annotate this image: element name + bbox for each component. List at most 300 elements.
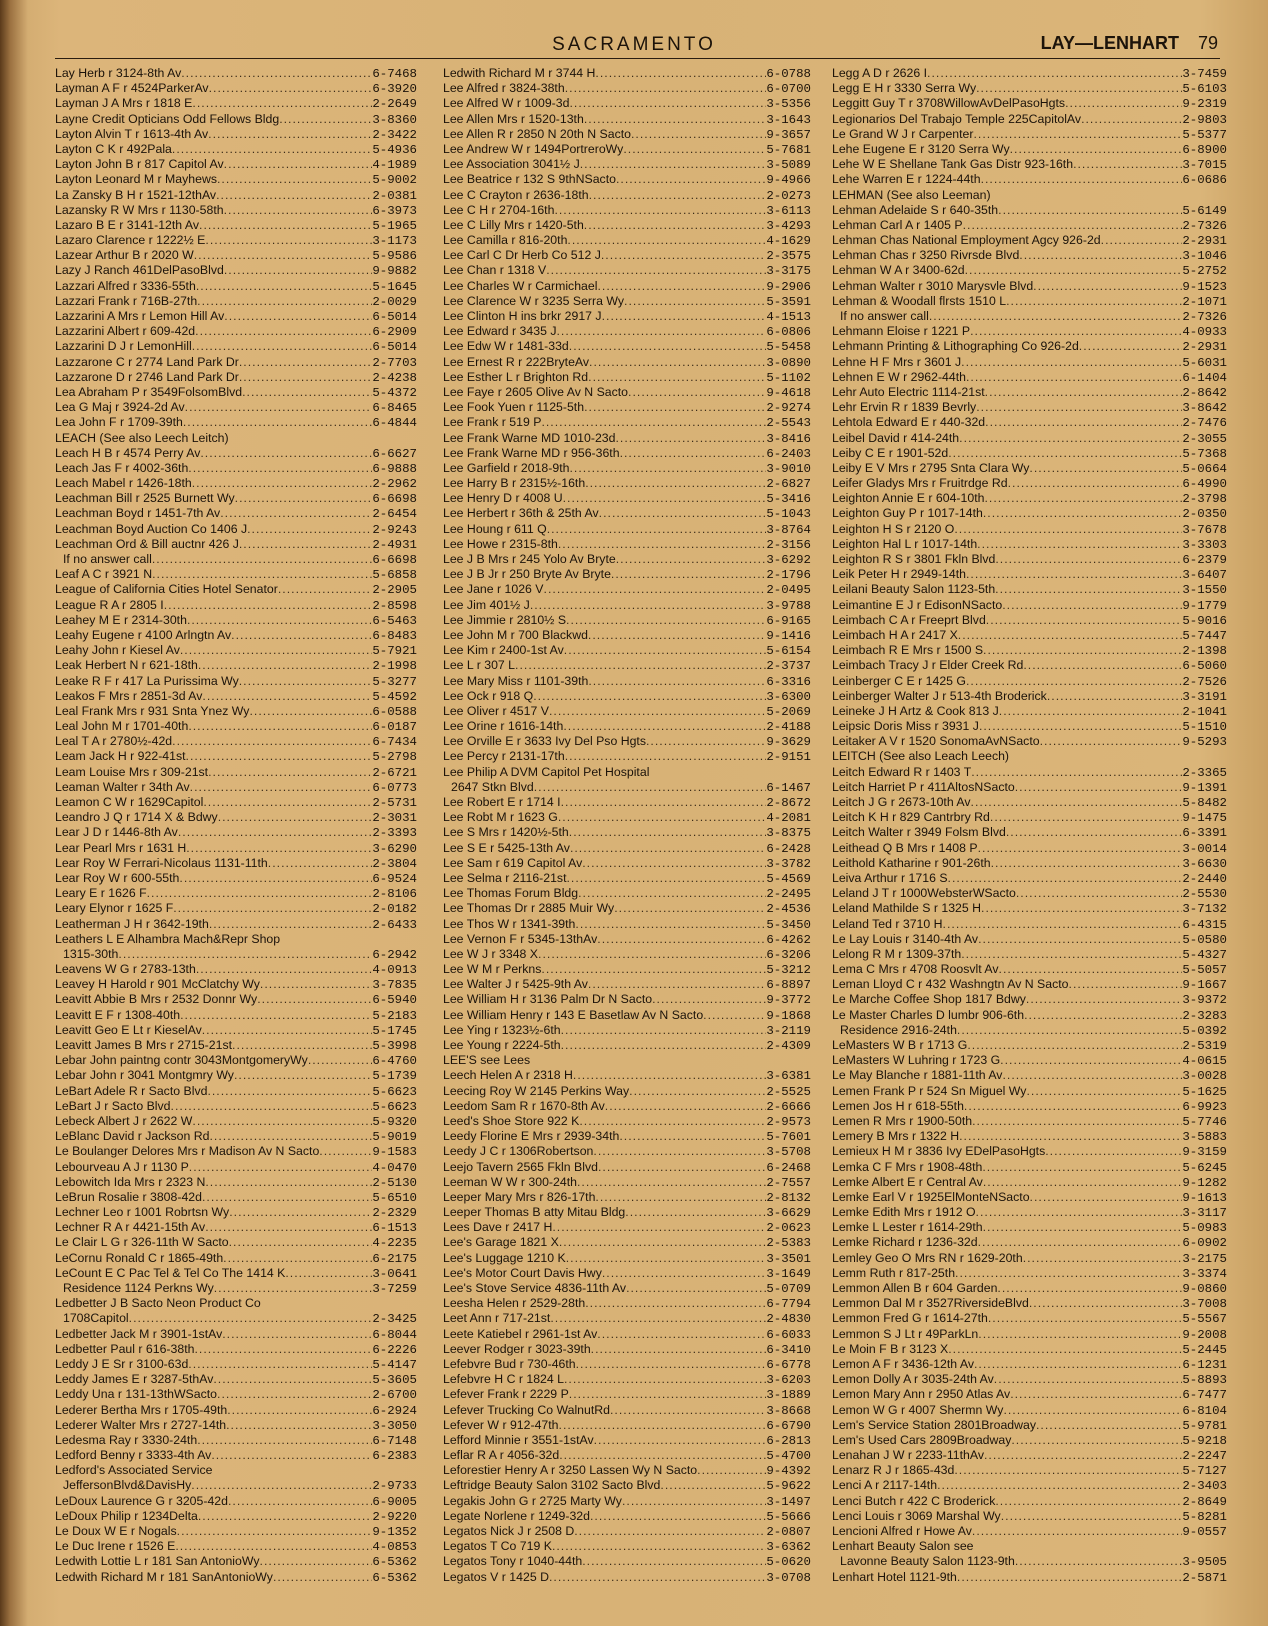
city-heading: SACRAMENTO [552, 34, 716, 55]
entry-name: Lebeck Albert J r 2622 W [55, 1113, 193, 1128]
directory-entry [443, 1539, 811, 1554]
directory-entry [443, 324, 811, 339]
directory-entry [55, 522, 417, 537]
entry-name: Leavitt Abbie B Mrs r 2532 Donnr Wy [55, 992, 258, 1007]
dot-leader [175, 1539, 372, 1554]
directory-entry [832, 446, 1227, 461]
dot-leader [173, 901, 372, 916]
entry-name: Lem's Service Station 2801Broadway [832, 1417, 1036, 1432]
directory-entry [832, 1099, 1227, 1114]
entry-name: Lee Camilla r 816-20th [443, 233, 568, 248]
entry-name: Lee J B Mrs r 245 Yolo Av Bryte [443, 552, 616, 566]
entry-phone: 6-2379 [1182, 553, 1227, 567]
entry-phone: 6-0773 [372, 780, 417, 795]
entry-phone: 3-6290 [372, 841, 417, 856]
directory-entry [55, 112, 417, 127]
entry-phone: 5-4147 [372, 1357, 417, 1372]
entry-name: LeDoux Laurence G r 3205-42d [55, 1493, 228, 1508]
entry-name: LEHMAN (See also Leeman) [832, 187, 991, 202]
dot-leader [1030, 1190, 1183, 1205]
directory-entry [832, 1235, 1227, 1250]
directory-entry [832, 506, 1227, 521]
entry-phone: 5-5666 [766, 1509, 811, 1524]
directory-entry [443, 309, 811, 324]
dot-leader [563, 719, 766, 734]
entry-phone: 5-6245 [1182, 1160, 1227, 1175]
directory-entry [443, 962, 811, 977]
dot-leader [234, 1068, 372, 1083]
directory-entry [832, 658, 1227, 673]
dot-leader [995, 582, 1182, 597]
dot-leader [547, 522, 767, 537]
entry-phone: 9-3159 [1182, 1145, 1227, 1160]
dot-leader [976, 81, 1182, 96]
dot-leader [983, 506, 1183, 521]
directory-entry [443, 977, 811, 992]
directory-entry [55, 1433, 417, 1448]
entry-name: Leik Peter H r 2949-14th [832, 567, 966, 582]
entry-phone: 5-6858 [372, 568, 417, 583]
directory-entry [55, 1463, 417, 1478]
directory-entry [55, 977, 417, 992]
directory-entry [443, 537, 811, 552]
dot-leader [590, 1509, 766, 1524]
entry-name: Leathers L E Alhambra Mach&Repr Shop [55, 931, 281, 946]
directory-entry [443, 127, 811, 142]
dot-leader [961, 355, 1182, 370]
dot-leader [948, 871, 1183, 886]
entry-phone: 2-2905 [372, 583, 417, 598]
entry-phone: 5-0664 [1182, 461, 1227, 476]
entry-phone: 6-2226 [372, 1342, 417, 1357]
directory-entry [55, 719, 417, 734]
entry-phone: 2-2649 [372, 97, 417, 112]
entry-name: Lea Abraham P r 3549FolsomBlvd [55, 384, 243, 399]
dot-leader [573, 1068, 766, 1083]
entry-name: League of California Cities Hotel Senator [55, 582, 278, 597]
entry-name: Leever Rodger r 3023-39th [443, 1341, 591, 1356]
entry-phone: 2-6454 [372, 507, 417, 522]
entry-name: Legatos V r 1425 D [443, 1569, 549, 1584]
dot-leader [1065, 96, 1182, 111]
entry-phone: 5-7447 [1182, 628, 1227, 643]
entry-phone: 2-9243 [372, 522, 417, 537]
dot-leader [988, 1311, 1183, 1326]
dot-leader [308, 1053, 373, 1068]
dot-leader [614, 901, 766, 916]
dot-leader [559, 1448, 766, 1463]
entry-phone: 2-5871 [1182, 1570, 1227, 1585]
directory-entry [443, 1160, 811, 1175]
entry-phone: 2-0623 [766, 1221, 811, 1236]
entry-name: Lenarz R J r 1865-43d [832, 1463, 955, 1478]
dot-leader [209, 81, 373, 96]
entry-name: Lefever Frank r 2229 P [443, 1387, 569, 1402]
directory-entry [443, 1023, 811, 1038]
entry-phone: 3-9788 [766, 598, 811, 613]
directory-entry [443, 1494, 811, 1509]
directory-entry [55, 1160, 417, 1175]
entry-phone: 6-5362 [372, 1570, 417, 1585]
entry-phone: 6-7794 [766, 1297, 811, 1312]
entry-phone: 4-1989 [372, 158, 417, 173]
directory-entry [832, 567, 1227, 582]
directory-entry [443, 552, 811, 567]
entry-name: La Zansky B H r 1521-12thAv [55, 187, 217, 202]
directory-entry [55, 461, 417, 476]
entry-name: Layton John B r 817 Capitol Av [55, 157, 224, 172]
directory-entry [443, 279, 811, 294]
entry-name: Lemmon Allen B r 604 Garden [832, 1281, 998, 1295]
entry-phone: 6-3920 [372, 82, 417, 97]
dot-leader [564, 643, 767, 658]
dot-leader [247, 522, 372, 537]
dot-leader [624, 294, 766, 309]
entry-phone: 5-4569 [766, 871, 811, 886]
directory-entry [55, 1311, 417, 1326]
dot-leader [229, 1235, 373, 1250]
directory-entry [832, 1190, 1227, 1205]
entry-phone: 3-0890 [766, 355, 811, 370]
dot-leader [985, 415, 1182, 430]
directory-entry [443, 233, 811, 248]
directory-entry [443, 1463, 811, 1478]
entry-phone: 6-1231 [1182, 1357, 1227, 1372]
directory-entry [55, 385, 417, 400]
entry-name: Lee Ernest R r 222BryteAv [443, 354, 590, 369]
dot-leader [579, 1114, 766, 1129]
entry-name: Lemmon Dal M r 3527RiversideBlvd [832, 1296, 1029, 1311]
entry-name: 2647 Stkn Blvd [451, 779, 534, 794]
entry-name: Leahey M E r 2314-30th [55, 612, 187, 627]
directory-entry [55, 552, 417, 567]
entry-name: Lazaro Clarence r 1222½ E [55, 233, 206, 248]
dot-leader [983, 1220, 1183, 1235]
entry-name: Lee Allen R r 2850 N 20th N Sacto [443, 126, 631, 141]
entry-phone: 2-0182 [372, 902, 417, 917]
dot-leader [217, 1387, 372, 1402]
directory-entry [443, 1235, 811, 1250]
entry-name: Lee C Crayton r 2636-18th [443, 187, 589, 202]
entry-phone: 5-1645 [372, 279, 417, 294]
directory-entry [832, 1251, 1227, 1266]
directory-entry [832, 142, 1227, 157]
directory-entry [443, 1205, 811, 1220]
dot-leader [602, 309, 767, 324]
directory-entry [832, 1008, 1227, 1023]
directory-entry [55, 992, 417, 1007]
entry-name: Leifer Gladys Mrs r Fruitrdge Rd [832, 476, 1008, 491]
dot-leader [180, 1008, 372, 1023]
entry-phone: 5-7746 [1182, 1114, 1227, 1129]
entry-name: Lehmann Printing & Lithographing Co 926-2d [832, 339, 1079, 354]
directory-entry [443, 1220, 811, 1235]
entry-phone: 3-5708 [766, 1145, 811, 1160]
directory-entry [832, 157, 1227, 172]
entry-name: LeBrun Rosalie r 3808-42d [55, 1189, 202, 1204]
directory-entry [443, 1114, 811, 1129]
dot-leader [660, 1478, 766, 1493]
dot-leader [566, 1251, 767, 1266]
directory-entry [55, 279, 417, 294]
dot-leader [929, 309, 1183, 324]
entry-name: Ledbetter Jack M r 3901-1stAv [55, 1326, 223, 1341]
entry-phone: 9-0860 [1182, 1282, 1227, 1296]
entry-phone: 6-6033 [766, 1327, 811, 1342]
dot-leader [239, 370, 373, 385]
directory-entry [443, 932, 811, 947]
entry-name: LeBart Adele R r Sacto Blvd [55, 1083, 208, 1098]
dot-leader [1036, 1418, 1182, 1433]
entry-phone: 2-3422 [372, 127, 417, 142]
dot-leader [554, 203, 766, 218]
dot-leader [189, 1160, 373, 1175]
directory-entry [55, 66, 417, 81]
entry-name: Layton Leonard M r Mayhews [55, 172, 217, 187]
entry-name: Lay Herb r 3124-8th Av [55, 66, 182, 80]
directory-entry [443, 795, 811, 810]
dot-leader [147, 886, 373, 901]
entry-name: LeCornu Ronald C r 1865-49th [55, 1250, 224, 1265]
entry-phone: 2-7476 [1182, 416, 1227, 431]
entry-phone: 3-1643 [766, 112, 811, 127]
dot-leader [1033, 279, 1182, 294]
entry-phone: 5-3212 [766, 963, 811, 978]
entry-phone: 3-2119 [766, 1023, 811, 1038]
entry-phone: 5-9781 [1182, 1418, 1227, 1433]
entry-phone: 2-1041 [1182, 704, 1227, 719]
dot-leader [959, 431, 1182, 446]
entry-name: Lear Pearl Mrs r 1631 H [55, 840, 187, 855]
entry-name: Leiva Arthur r 1716 S [832, 870, 948, 885]
entry-phone: 5-7681 [766, 142, 811, 157]
entry-phone: 6-0902 [1182, 1236, 1227, 1251]
dot-leader [973, 127, 1182, 142]
dot-leader [257, 992, 372, 1007]
directory-entry [832, 598, 1227, 613]
entry-name: Lee W M r Perkns [443, 962, 542, 977]
dot-leader [217, 172, 372, 187]
entry-phone: 5-2183 [372, 1008, 417, 1023]
entry-phone: 2-7703 [372, 355, 417, 370]
directory-entry [55, 1296, 417, 1311]
dot-leader [235, 491, 373, 506]
entry-phone: 2-3156 [766, 537, 811, 552]
directory-entry [832, 1524, 1227, 1539]
directory-entry [443, 734, 811, 749]
entry-name: Lee C Lilly Mrs r 1420-5th [443, 217, 584, 232]
entry-name: Leimbach H A r 2417 X [832, 627, 958, 642]
directory-entry [443, 825, 811, 840]
entry-name: Leachman Boyd Auction Co 1406 J [55, 521, 248, 536]
entry-name: Lee William Henry r 143 E Basetlaw Av N Sacto [443, 1007, 704, 1022]
dot-leader [129, 1311, 373, 1326]
directory-entry [832, 1554, 1227, 1569]
directory-entry [443, 66, 811, 81]
entry-phone: 5-1739 [372, 1069, 417, 1084]
entry-phone: 6-8044 [372, 1327, 417, 1342]
dot-leader [598, 1160, 766, 1175]
directory-entry [832, 780, 1227, 795]
entry-phone: 6-4844 [372, 416, 417, 431]
dot-leader [937, 1478, 1182, 1493]
dot-leader [538, 947, 766, 962]
entry-phone: 5-9622 [766, 1479, 811, 1494]
directory-entry [832, 203, 1227, 218]
dot-leader [196, 279, 373, 294]
entry-name: Lemen R Mrs r 1900-50th [832, 1113, 973, 1128]
entry-phone: 6-5940 [372, 993, 417, 1008]
entry-name: Lee S E r 5425-13th Av [443, 840, 570, 855]
entry-name: Leland Mathilde S r 1325 H [832, 901, 982, 916]
entry-name: Lazansky R W Mrs r 1130-58th [55, 202, 224, 217]
entry-name: Lee Andrew W r 1494PortreroWy [443, 141, 624, 156]
dot-leader [1023, 1251, 1183, 1266]
dot-leader [228, 1494, 372, 1509]
entry-name: Lazzari Alfred r 3336-55th [55, 278, 196, 293]
entry-name: Lee Fook Yuen r 1125-5th [443, 400, 585, 415]
entry-name: Residence 2916-24th [840, 1022, 957, 1037]
entry-name: Lazzarini A Mrs r Lemon Hill Av [55, 309, 225, 323]
entry-phone: 5-1745 [372, 1023, 417, 1038]
entry-name: Leaman Walter r 34th Av [55, 779, 190, 794]
entry-phone: 2-8106 [372, 887, 417, 902]
entry-phone: 6-7468 [372, 67, 417, 81]
dot-leader [983, 1175, 1183, 1190]
dot-leader [534, 780, 767, 795]
entry-name: Leithold Katharine r 901-26th [832, 855, 991, 870]
dot-leader [565, 81, 767, 96]
entry-name: If no answer call [840, 309, 929, 323]
entry-phone: 6-0788 [766, 67, 811, 81]
directory-entry [832, 1463, 1227, 1478]
directory-entry [443, 780, 811, 795]
dot-leader [970, 324, 1182, 339]
entry-phone: 6-2909 [372, 325, 417, 340]
entry-phone: 6-7477 [1182, 1388, 1227, 1403]
dot-leader [260, 977, 372, 992]
entry-name: Lee Houng r 611 Q [443, 521, 547, 536]
entry-phone: 2-3403 [1182, 1479, 1227, 1494]
entry-name: Ledwith Richard M r 181 SanAntonioWy [55, 1569, 273, 1584]
entry-name: Leighton Guy P r 1017-14th [832, 506, 983, 521]
directory-entry [443, 81, 811, 96]
entry-name: LeCount E C Pac Tel & Tel Co The 1414 K [55, 1265, 286, 1280]
entry-name: Leiby E V Mrs r 2795 Snta Clara Wy [832, 460, 1030, 475]
dot-leader [981, 172, 1183, 187]
directory-entry [832, 491, 1227, 506]
dot-leader [199, 218, 372, 233]
dot-leader [544, 582, 767, 597]
entry-name: Lemley Geo O Mrs RN r 1629-20th [832, 1250, 1023, 1265]
entry-phone: 5-2069 [766, 704, 811, 719]
entry-phone: 9-1583 [372, 1145, 417, 1160]
entry-phone: 6-9524 [372, 871, 417, 886]
entry-name: Ledbetter Paul r 616-38th [55, 1341, 195, 1356]
dot-leader [179, 871, 372, 886]
entry-name: Lehne H F Mrs r 3601 J [832, 354, 962, 369]
entry-name: Leaf A C r 3921 N [55, 567, 153, 582]
directory-entry [832, 537, 1227, 552]
directory-entry [443, 172, 811, 187]
dot-leader [567, 233, 766, 248]
entry-phone: 3-3374 [1182, 1266, 1227, 1281]
dot-leader [966, 674, 1182, 689]
dot-leader [622, 1494, 766, 1509]
entry-name: Legate Norlene r 1249-32d [443, 1508, 590, 1523]
directory-entry [832, 476, 1227, 491]
directory-entry [832, 1160, 1227, 1175]
entry-name: Lemery B Mrs r 1322 H [832, 1129, 960, 1144]
entry-name: Leachman Boyd r 1451-7th Av [55, 506, 221, 521]
entry-phone: 2-0273 [766, 188, 811, 203]
dot-leader [972, 1524, 1182, 1539]
entry-phone: 6-2175 [372, 1251, 417, 1266]
dot-leader [213, 1372, 372, 1387]
entry-name: Lee Henry D r 4008 U [443, 491, 563, 506]
directory-entry [832, 674, 1227, 689]
dot-leader [971, 795, 1183, 810]
dot-leader [1029, 1296, 1183, 1311]
entry-name: Lemen Frank P r 524 Sn Miguel Wy [832, 1083, 1027, 1098]
dot-leader [278, 582, 373, 597]
directory-entry [55, 871, 417, 886]
entry-phone: 3-6630 [1182, 856, 1227, 871]
directory-entry [55, 1509, 417, 1524]
directory-entry [832, 1539, 1227, 1554]
entry-phone: 6-5014 [372, 310, 417, 324]
entry-name: Ledwith Lottie L r 181 San AntonioWy [55, 1554, 260, 1569]
dot-leader [194, 1342, 372, 1357]
directory-entry [832, 1266, 1227, 1281]
entry-name: Lemmon S J Lt r 49ParkLn [832, 1326, 979, 1341]
entry-name: Lee J B Jr r 250 Bryte Av Bryte [443, 567, 611, 582]
directory-entry [55, 1235, 417, 1250]
entry-phone: 2-5319 [1182, 1039, 1227, 1053]
entry-phone: 3-6381 [766, 1069, 811, 1084]
entry-phone: 4-1513 [766, 310, 811, 324]
entry-phone: 6-9923 [1182, 1099, 1227, 1114]
entry-phone: 6-9888 [372, 461, 417, 476]
entry-phone: 9-3772 [766, 993, 811, 1008]
entry-phone: 3-3191 [1182, 689, 1227, 704]
entry-name: Lefford Minnie r 3551-1stAv [443, 1432, 594, 1447]
dot-leader [285, 1266, 372, 1281]
entry-name: Le Doux W E r Nogals [55, 1524, 177, 1538]
directory-entry [832, 1327, 1227, 1342]
dot-leader [964, 1099, 1182, 1114]
entry-name: Lee W J r 3348 X [443, 946, 539, 961]
dot-leader [242, 385, 372, 400]
entry-name: Lemieux H M r 3836 Ivy EDelPasoHgts [832, 1144, 1046, 1159]
entry-phone: 2-3575 [766, 249, 811, 264]
entry-name: Lavonne Beauty Salon 1123-9th [840, 1554, 1015, 1569]
dot-leader [208, 127, 372, 142]
directory-entry [443, 1281, 811, 1296]
dot-leader [652, 992, 766, 1007]
dot-leader [616, 552, 767, 567]
entry-phone: 5-7601 [766, 1130, 811, 1145]
dot-leader [561, 795, 767, 810]
dot-leader [200, 446, 372, 461]
entry-name: Lee Clinton H ins brkr 2917 J [443, 309, 602, 323]
entry-phone: 4-0853 [372, 1540, 417, 1555]
entry-phone: 5-1510 [1182, 720, 1227, 735]
entry-name: Lefebvre H C r 1824 L [443, 1372, 564, 1387]
directory-entry [55, 917, 417, 932]
dot-leader [958, 628, 1183, 643]
entry-name: Lear Roy W Ferrari-Nicolaus 1131-11th [55, 855, 268, 870]
